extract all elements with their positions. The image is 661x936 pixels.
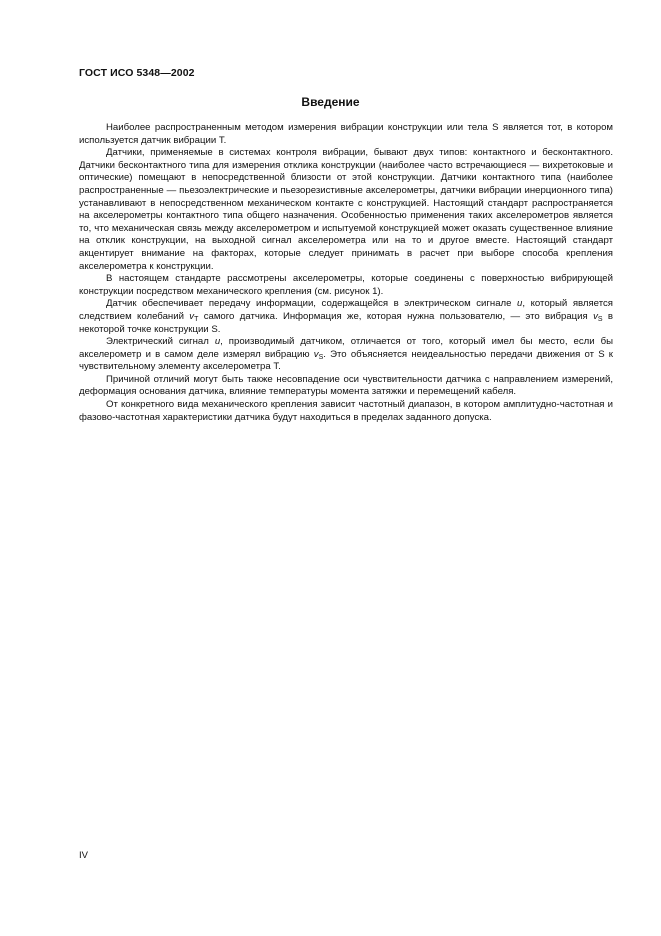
paragraph-7: От конкретного вида механического крепления зависит частотный диапазон, в котором амплитудно-частотная и фазово-частотная характеристики датчика будут находиться в пределах заданного допуска. — [79, 399, 613, 423]
paragraph-2: Датчики, применяемые в системах контроля вибрации, бывают двух типов: контактного и бесконтактного. Датчики бесконтактного типа для измерения отклика конструкции (наиболее часто встречающиеся — вихретоковые и оптические) помещают в непосредственной близости от этой конструкции. Датчики контактного типа (наиболее распространенные — пьезоэлектрические и пьезорезистивные акселерометры, датчики вибрации инерционного типа) устанавливают в непосредственном механическом контакте с конструкцией. Настоящий стандарт распространяется на акселерометры контактного типа общего назначения. Особенностью применения таких акселерометров является то, что механическая связь между акселерометром и испытуемой конструкцией может оказать существенное влияние на отклик конструкции, на выходной сигнал акселерометра или на то и другое вместе. Настоящий стандарт акцентирует внимание на факторах, которые следует принимать в расчет при выборе способа крепления акселерометра к конструкции. — [79, 147, 613, 272]
paragraph-4: Датчик обеспечивает передачу информации, содержащейся в электрическом сигнале u, который является следствием колебаний $v_T$ самого датчика. Информация же, которая нужна пользователю, — это вибрация $v_S$ в некоторой точке конструкции S. — [79, 298, 613, 335]
paragraph-3: В настоящем стандарте рассмотрены акселерометры, которые соединены с поверхностью вибрирующей конструкции посредством механического крепления (см. рисунок 1). — [79, 273, 613, 297]
page-number: IV — [79, 850, 88, 861]
paragraph-6: Причиной отличий могут быть также несовпадение оси чувствительности датчика с направлением измерений, деформация основания датчика, влияние температуры момента затяжки и перемещений кабеля. — [79, 373, 613, 398]
body-text — [79, 122, 613, 424]
paragraph-5: Электрический сигнал u, производимый датчиком, отличается от того, который имел бы место, если бы акселерометр и в самом деле измерял вибрацию $v_S$. Это объясняется неидеальностью передачи движения от S к чувствительному элементу акселерометра T. — [79, 336, 613, 373]
paragraph-1: Наиболее распространенным методом измерения вибрации конструкции или тела S является тот, в котором используется датчик вибрации T. — [79, 122, 613, 146]
section-title: Введение — [301, 95, 360, 109]
document-header: ГОСТ ИСО 5348—2002 — [79, 67, 195, 79]
